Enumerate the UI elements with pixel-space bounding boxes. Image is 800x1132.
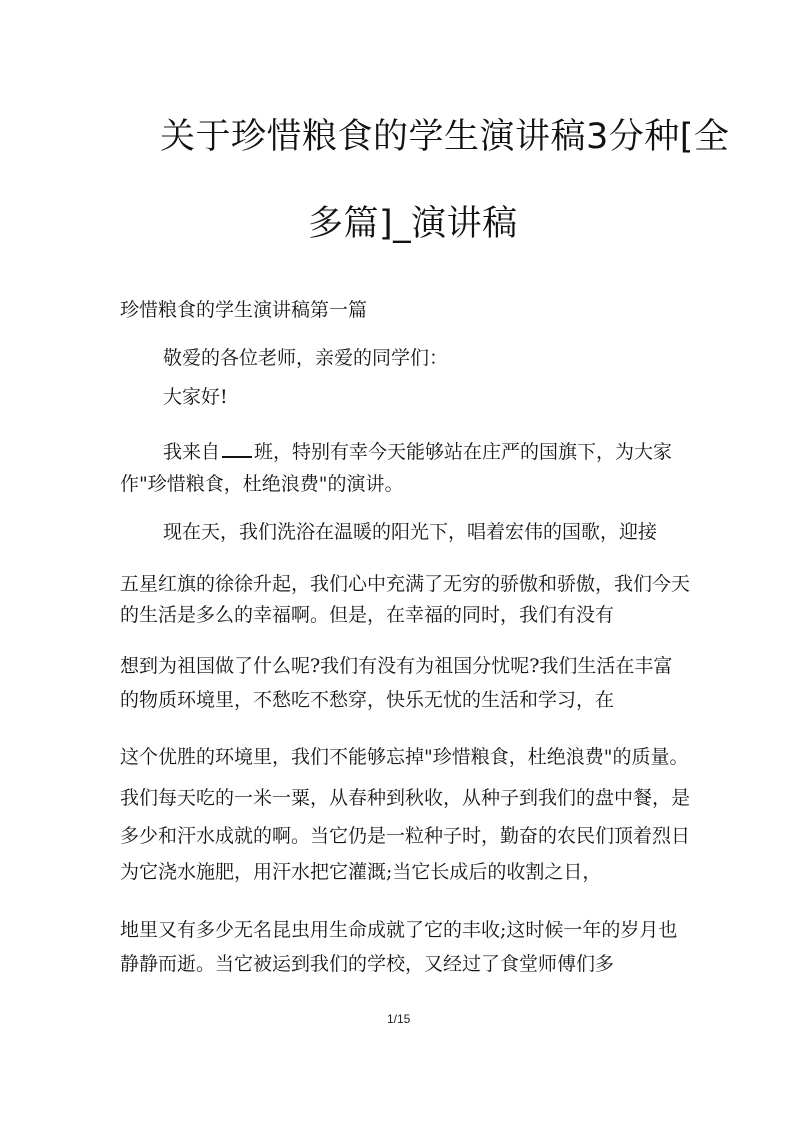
intro-text-after-blank: 班，特别有幸今天能够站在庄严的国旗下，为大家 — [254, 441, 673, 463]
paragraph-line-2: 五星红旗的徐徐升起，我们心中充满了无穷的骄傲和骄傲，我们今天 — [120, 573, 691, 595]
paragraph-line-6: 这个优胜的环境里，我们不能够忘掉"珍惜粮食，杜绝浪费"的质量。 — [120, 746, 689, 768]
paragraph-line-5: 的物质环境里，不愁吃不愁穿，快乐无忧的生活和学习，在 — [120, 689, 615, 711]
class-blank-underline — [222, 440, 252, 458]
intro-line-1 — [163, 440, 672, 464]
paragraph-line-1: 现在天，我们洗浴在温暖的阳光下，唱着宏伟的国歌，迎接 — [163, 521, 658, 543]
paragraph-line-8: 多少和汗水成就的啊。当它仍是一粒种子时，勤奋的农民们顶着烈日 — [120, 825, 691, 847]
paragraph-line-10: 地里又有多少无名昆虫用生命成就了它的丰收;这时候一年的岁月也 — [120, 919, 678, 941]
document-title-line-1: 关于珍惜粮食的学生演讲稿3分种[全 — [160, 117, 730, 157]
hello-line: 大家好! — [163, 386, 228, 408]
paragraph-line-11: 静静而逝。当它被运到我们的学校，又经过了食堂师傅们多 — [120, 953, 615, 975]
section-heading: 珍惜粮食的学生演讲稿第一篇 — [120, 299, 368, 321]
document-title-line-2: 多篇]_演讲稿 — [308, 204, 518, 244]
paragraph-line-7: 我们每天吃的一米一粟，从春种到秋收，从种子到我们的盘中餐，是 — [120, 787, 691, 809]
paragraph-line-4: 想到为祖国做了什么呢?我们有没有为祖国分忧呢?我们生活在丰富 — [120, 655, 673, 677]
paragraph-line-9: 为它浇水施肥，用汗水把它灌溉;当它长成后的收割之日， — [120, 861, 602, 883]
paragraph-line-3: 的生活是多么的幸福啊。但是，在幸福的同时，我们有没有 — [120, 604, 615, 626]
page-number: 1/15 — [387, 1012, 411, 1026]
intro-text-before-blank: 我来自 — [163, 441, 221, 463]
greeting-line: 敬爱的各位老师，亲爱的同学们： — [163, 347, 449, 369]
intro-line-2: 作"珍惜粮食，杜绝浪费"的演讲。 — [120, 473, 404, 495]
